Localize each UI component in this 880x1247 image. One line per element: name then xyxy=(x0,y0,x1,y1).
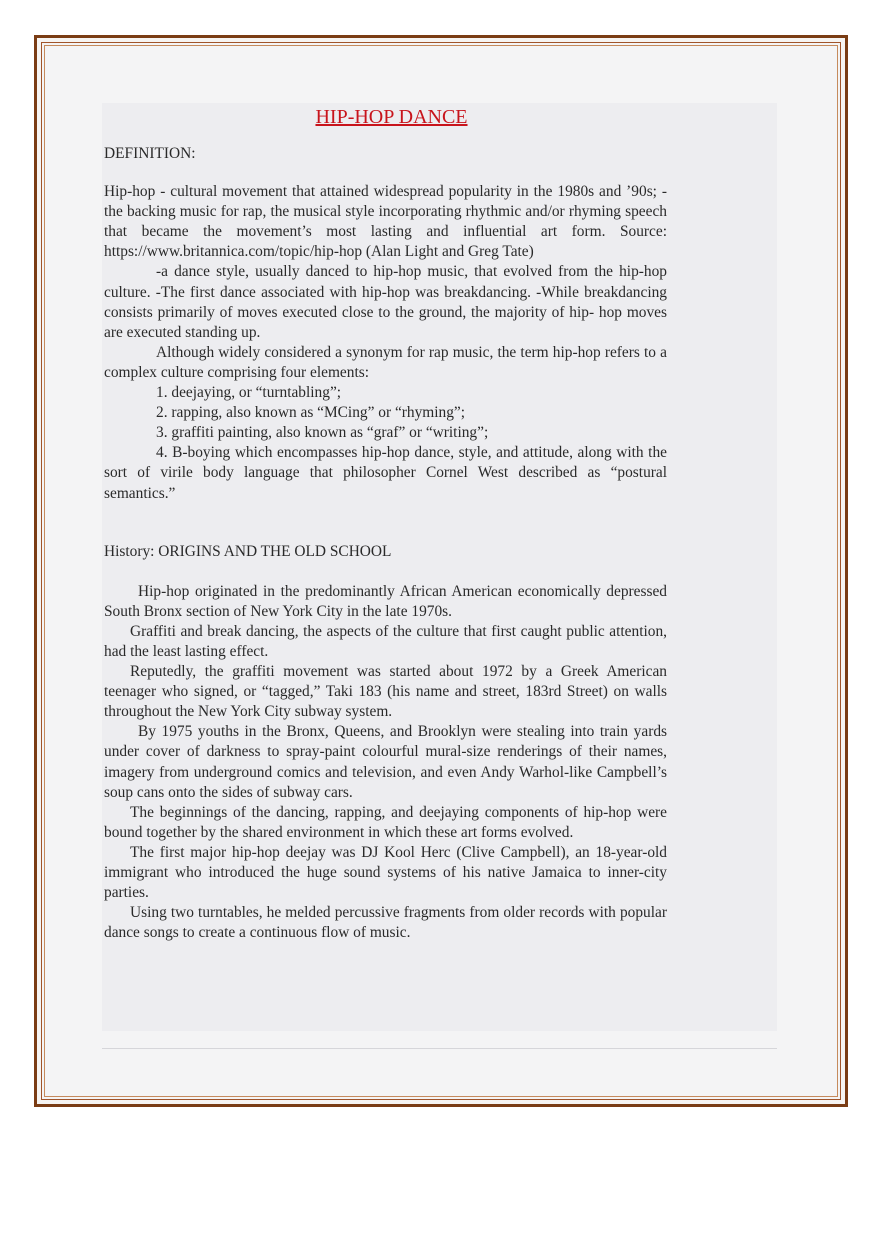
page-title xyxy=(104,104,667,130)
history-heading: History: ORIGINS AND THE OLD SCHOOL xyxy=(104,542,392,560)
list-item: 3. graffiti painting, also known as “graf” or “writing”; xyxy=(156,424,489,442)
dance-style-paragraph: -a dance style, usually danced to hip-hop music, that evolved from the hip-hop culture. -The first dance associated with hip-hop was breakdancing. -While breakdancing consists primarily of moves executed close to the ground, the majority of hip- hop moves are executed standing up. xyxy=(104,263,667,341)
history-paragraph: Using two turntables, he melded percussive fragments from older records with popular dance songs to create a continuous flow of music. xyxy=(104,904,667,942)
list-item: 2. rapping, also known as “MCing” or “rhyming”; xyxy=(156,404,466,422)
document-body xyxy=(104,104,667,943)
history-paragraph: By 1975 youths in the Bronx, Queens, and Brooklyn were stealing into train yards under cover of darkness to spray-paint colourful mural-size renderings of their names, imagery from underground comics and television, and even Andy Warhol-like Campbell’s soup cans onto the sides of subway cars. xyxy=(104,723,667,801)
definition-heading: DEFINITION: xyxy=(104,145,196,162)
page-title-text: HIP-HOP DANCE xyxy=(315,106,468,128)
divider xyxy=(102,1048,777,1049)
list-item: 4. B-boying which encompasses hip-hop dance, style, and attitude, along with the sort of virile body language that philosopher Cornel West described as “postural semantics.” xyxy=(104,444,667,502)
history-paragraph: Graffiti and break dancing, the aspects of the culture that first caught public attention, had the least lasting effect. xyxy=(104,622,667,660)
synonym-paragraph: Although widely considered a synonym for rap music, the term hip-hop refers to a complex culture comprising four elements: xyxy=(104,343,667,381)
list-item: 1. deejaying, or “turntabling”; xyxy=(156,384,342,402)
history-paragraph: Reputedly, the graffiti movement was started about 1972 by a Greek American teenager who signed, or “tagged,” Taki 183 (his name and street, 183rd Street) on walls throughout the New York City subway system. xyxy=(104,663,667,721)
definition-paragraph: Hip-hop - cultural movement that attained widespread popularity in the 1980s and ’90s; - the backing music for rap, the musical style incorporating rhythmic and/or rhyming speech that became the movement’s most lasting and influential art form. Source: https://www.britannica.com/topic/hip-hop (Alan Light and Greg Tate) xyxy=(104,183,667,261)
history-paragraph: The first major hip-hop deejay was DJ Kool Herc (Clive Campbell), an 18-year-old immigrant who introduced the huge sound systems of his native Jamaica to inner-city parties. xyxy=(104,843,667,902)
history-paragraph: The beginnings of the dancing, rapping, and deejaying components of hip-hop were bound together by the shared environment in which these art forms evolved. xyxy=(104,803,667,841)
history-paragraph: Hip-hop originated in the predominantly African American economically depressed South Bronx section of New York City in the late 1970s. xyxy=(104,582,667,620)
